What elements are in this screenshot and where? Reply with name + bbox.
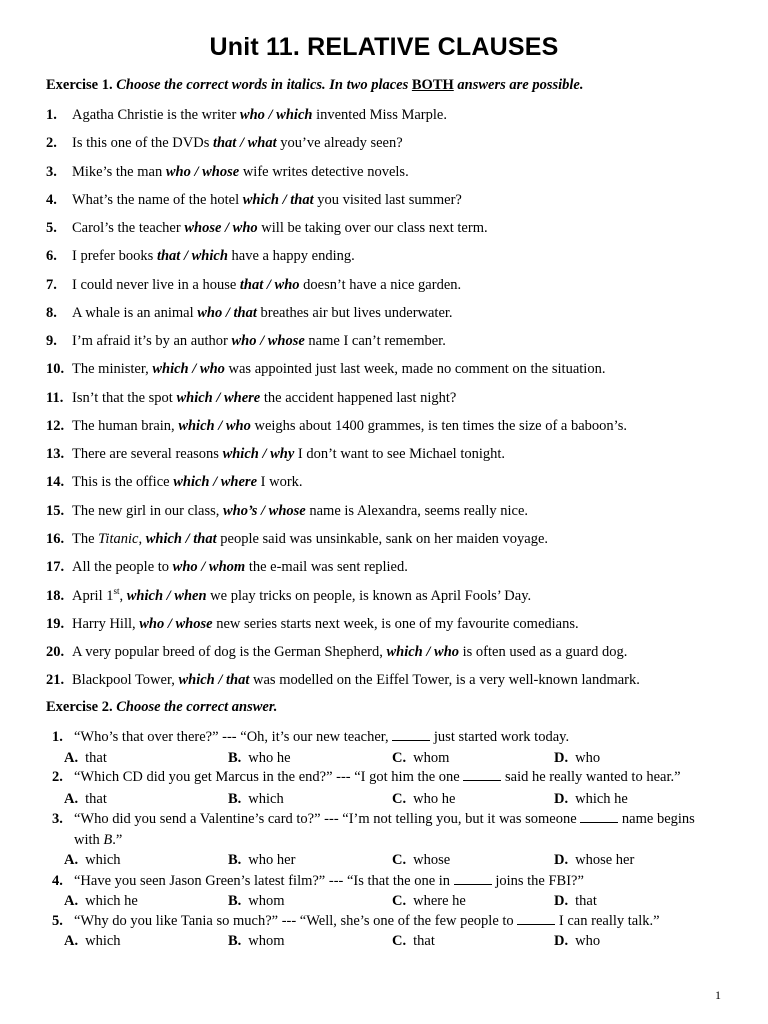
item-sentence (72, 557, 408, 577)
choice-letter: C. (392, 893, 407, 909)
sentence-text: Mike’s the man (72, 163, 166, 180)
answer-blank (463, 768, 501, 781)
sentence-text: I can really talk.” (555, 913, 660, 929)
answer-blank (392, 728, 430, 741)
answer-choice (554, 931, 600, 951)
item-number: 9. (46, 333, 57, 350)
item-number: 1. (46, 107, 57, 123)
answer-options: which / who (178, 417, 251, 434)
choice-letter: B. (228, 750, 242, 766)
answer-options: which / where (176, 389, 261, 406)
sentence-text: I prefer books (72, 248, 157, 265)
sentence-text: name I can’t remember. (304, 333, 446, 350)
item-number: 2. (46, 135, 57, 152)
answer-options: which / when (126, 587, 207, 604)
exercise-item (46, 501, 726, 529)
answer-options: who / whose (165, 163, 240, 180)
exercise-2-instruction: Choose the correct answer. (116, 699, 278, 715)
answer-options: who / whom (172, 559, 246, 576)
sentence-text: said he really wanted to hear.” (501, 769, 681, 785)
item-sentence (72, 303, 453, 323)
sentence-text: the accident happened last night? (260, 389, 457, 406)
italic-text: Titanic (98, 530, 139, 547)
choice-letter: D. (554, 750, 569, 766)
item-number: 5. (46, 220, 57, 237)
choice-letter: A. (64, 852, 79, 868)
question-text (74, 727, 709, 748)
choice-letter: D. (554, 893, 569, 909)
item-number: 14. (46, 474, 65, 491)
sentence-text: joins the FBI?” (491, 873, 584, 889)
choice-text: which (85, 933, 121, 949)
answer-options: that / what (212, 135, 277, 152)
answer-options: that / who (239, 276, 300, 293)
answer-options: that / which (156, 248, 228, 265)
exercise-item (46, 359, 726, 387)
choice-letter: B. (228, 933, 242, 949)
question-number: 1. (52, 729, 63, 745)
sentence-text: name is Alexandra, seems really nice. (305, 502, 529, 519)
sentence-text: have a happy ending. (227, 248, 355, 265)
sentence-text: doesn’t have a nice garden. (299, 276, 462, 293)
item-number: 19. (46, 615, 65, 632)
sentence-text: A very popular breed of dog is the German Shepherd, (72, 644, 387, 661)
choice-letter: A. (64, 893, 79, 909)
answer-choice (64, 931, 121, 951)
question-number: 4. (52, 873, 63, 889)
item-number: 7. (46, 276, 57, 293)
ordinal-suffix: st (113, 585, 120, 596)
item-sentence (72, 614, 579, 634)
sentence-text: The (72, 530, 99, 547)
answer-options: whose / who (184, 220, 258, 237)
item-number: 13. (46, 446, 65, 463)
page-title: Unit 11. RELATIVE CLAUSES (209, 33, 559, 61)
item-sentence (72, 642, 627, 662)
item-sentence (72, 359, 605, 379)
question-text (74, 871, 709, 892)
answer-choice (64, 748, 107, 768)
choice-text: which he (85, 893, 138, 909)
answer-choice (64, 789, 107, 809)
sentence-text: will be taking over our class next term. (257, 220, 488, 237)
choice-letter: D. (554, 852, 569, 868)
sentence-text: The new girl in our class, (72, 502, 224, 519)
answer-choice (554, 748, 600, 768)
answer-choice (64, 891, 138, 911)
sentence-text: was modelled on the Eiffel Tower, is a very well-known landmark. (249, 672, 640, 689)
choice-text: that (85, 750, 107, 766)
item-sentence (72, 416, 627, 436)
choice-text: who (575, 933, 601, 949)
choice-letter: C. (392, 750, 407, 766)
sentence-text: .” (112, 831, 123, 848)
item-number: 15. (46, 502, 65, 519)
sentence-text: just started work today. (430, 729, 570, 745)
answer-choice (554, 850, 634, 870)
sentence-text: new series starts next week, is one of my favourite comedians. (212, 615, 579, 632)
italic-text: B (103, 831, 113, 848)
choice-text: whom (248, 933, 285, 949)
exercise-item (46, 557, 726, 585)
sentence-text: Agatha Christie is the writer (72, 107, 240, 123)
exercise-item (46, 642, 726, 670)
item-number: 11. (46, 389, 64, 406)
answer-choice (228, 931, 285, 951)
sentence-text: I’m afraid it’s by an author (72, 333, 232, 350)
choice-letter: D. (554, 933, 569, 949)
choice-letter: B. (228, 852, 242, 868)
answer-options: which / that (178, 672, 250, 689)
sentence-text: “Have you seen Jason Green’s latest film?” --- “Is that the one in (74, 873, 454, 889)
sentence-text: All the people to (72, 559, 173, 576)
answer-options: who / whose (139, 615, 213, 632)
choice-text: which (248, 791, 284, 807)
sentence-text: “Who did you send a Valentine’s card to?” --- “I’m not telling you, but it was someone (74, 811, 581, 827)
item-number: 12. (46, 417, 65, 434)
item-number: 10. (46, 361, 65, 378)
answer-options: who / that (197, 304, 257, 321)
item-number: 17. (46, 559, 65, 576)
sentence-text: “Who’s that over there?” --- “Oh, it’s our new teacher, (74, 729, 393, 745)
sentence-text: , (119, 587, 127, 604)
sentence-text: The minister, (72, 361, 153, 378)
exercise-item (46, 670, 726, 698)
sentence-text: name begins with (74, 811, 695, 848)
item-sentence (72, 529, 548, 549)
exercise-item (46, 190, 726, 218)
answer-choices (64, 789, 704, 809)
sentence-text: “Why do you like Tania so much?” --- “Well, she’s one of the few people to (74, 913, 518, 929)
choice-text: which he (575, 791, 628, 807)
exercise-2-label: Exercise 2. (46, 699, 113, 715)
answer-options: who / which (239, 107, 313, 123)
answer-choice (392, 850, 450, 870)
exercise-1-heading (46, 77, 584, 94)
question-text (74, 767, 709, 788)
sentence-text: I don’t want to see Michael tonight. (294, 446, 506, 463)
answer-choices (64, 891, 704, 911)
choice-letter: B. (228, 791, 242, 807)
item-sentence (72, 586, 531, 606)
choice-letter: B. (228, 893, 242, 909)
exercise-item (46, 529, 726, 557)
choice-text: that (413, 933, 435, 949)
answer-choice (228, 789, 284, 809)
sentence-text: The human brain, (72, 417, 179, 434)
answer-choice (392, 891, 466, 911)
item-number: 20. (46, 644, 65, 661)
answer-choice (392, 748, 449, 768)
answer-options: which / that (242, 191, 314, 208)
exercise-item (46, 444, 726, 472)
item-sentence (72, 162, 409, 182)
exercise-item (46, 275, 726, 303)
item-number: 6. (46, 248, 57, 265)
sentence-text: Harry Hill, (72, 615, 140, 632)
answer-choice (228, 850, 295, 870)
item-sentence (72, 670, 640, 690)
exercise-item (46, 105, 726, 133)
answer-choice (64, 850, 121, 870)
choice-text: whose her (575, 852, 635, 868)
answer-choice (554, 891, 597, 911)
item-number: 4. (46, 191, 57, 208)
item-number: 21. (46, 672, 65, 689)
choice-text: that (85, 791, 107, 807)
choice-letter: A. (64, 933, 79, 949)
item-sentence (72, 133, 403, 153)
exercise-1-label: Exercise 1. (46, 77, 113, 93)
choice-text: who he (248, 750, 291, 766)
answer-options: which / who (386, 644, 460, 661)
choice-text: that (575, 893, 597, 909)
exercise-item (46, 303, 726, 331)
answer-choices (64, 748, 704, 768)
exercise-2-heading (46, 699, 277, 716)
choice-text: who he (413, 791, 456, 807)
answer-blank (517, 912, 555, 925)
sentence-text: “Which CD did you get Marcus in the end?” --- “I got him the one (74, 769, 464, 785)
item-sentence (72, 105, 447, 125)
sentence-text: There are several reasons (72, 446, 223, 463)
exercise-item (46, 472, 726, 500)
exercise-item (46, 133, 726, 161)
item-number: 8. (46, 304, 57, 321)
item-number: 3. (46, 163, 57, 180)
answer-blank (454, 872, 492, 885)
sentence-text: was appointed just last week, made no comment on the situation. (224, 361, 606, 378)
page-number: 1 (715, 988, 721, 1002)
choice-letter: A. (64, 791, 79, 807)
answer-choice (228, 748, 291, 768)
sentence-text: breathes air but lives underwater. (256, 304, 453, 321)
sentence-text: , (138, 530, 146, 547)
sentence-text: weighs about 1400 grammes, is ten times the size of a baboon’s. (250, 417, 627, 434)
question-text (74, 809, 709, 850)
answer-options: who / whose (231, 333, 305, 350)
exercise-item (46, 388, 726, 416)
choice-text: where he (413, 893, 466, 909)
sentence-text: April 1 (72, 587, 114, 604)
sentence-text: you visited last summer? (313, 191, 462, 208)
choice-text: which (85, 852, 121, 868)
item-sentence (72, 501, 528, 521)
item-sentence (72, 388, 456, 408)
question-number: 2. (52, 769, 63, 785)
choice-text: who (575, 750, 601, 766)
sentence-text: you’ve already seen? (276, 135, 403, 152)
question-text (74, 911, 709, 932)
answer-blank (580, 810, 618, 823)
exercise-item (46, 246, 726, 274)
choice-text: who her (248, 852, 296, 868)
exercise-item (46, 614, 726, 642)
sentence-text: A whale is an animal (72, 304, 198, 321)
choice-letter: D. (554, 791, 569, 807)
sentence-text: Blackpool Tower, (72, 672, 179, 689)
sentence-text: invented Miss Marple. (312, 107, 447, 123)
sentence-text: people said was unsinkable, sank on her maiden voyage. (216, 530, 549, 547)
answer-choices (64, 850, 704, 870)
exercise-item (46, 218, 726, 246)
exercise-item (46, 331, 726, 359)
item-sentence (72, 275, 461, 295)
sentence-text: wife writes detective novels. (239, 163, 409, 180)
sentence-text: we play tricks on people, is known as April Fools’ Day. (206, 587, 532, 604)
item-sentence (72, 190, 462, 210)
item-sentence (72, 444, 505, 464)
answer-choice (392, 931, 435, 951)
exercise-1-instruction: Choose the correct words in italics. In two places BOTH answers are possible. (116, 77, 584, 93)
sentence-text: Isn’t that the spot (72, 389, 177, 406)
sentence-text: I work. (257, 474, 303, 491)
question-number: 5. (52, 913, 63, 929)
sentence-text: I could never live in a house (72, 276, 240, 293)
sentence-text: the e-mail was sent replied. (245, 559, 408, 576)
sentence-text: Is this one of the DVDs (72, 135, 213, 152)
sentence-text: is often used as a guard dog. (459, 644, 628, 661)
exercise-1-list (46, 105, 726, 699)
answer-choice (554, 789, 628, 809)
item-number: 18. (46, 587, 65, 604)
answer-choice (228, 891, 285, 911)
answer-choice (392, 789, 455, 809)
choice-letter: C. (392, 933, 407, 949)
choice-letter: A. (64, 750, 79, 766)
sentence-text: Carol’s the teacher (72, 220, 185, 237)
choice-text: whose (413, 852, 451, 868)
choice-letter: C. (392, 852, 407, 868)
answer-options: who’s / whose (223, 502, 306, 519)
sentence-text: This is the office (72, 474, 174, 491)
item-number: 16. (46, 530, 65, 547)
exercise-item (46, 162, 726, 190)
answer-options: which / why (222, 446, 295, 463)
answer-choices (64, 931, 704, 951)
exercise-item (46, 416, 726, 444)
answer-options: which / where (173, 474, 258, 491)
item-sentence (72, 472, 303, 492)
item-sentence (72, 218, 488, 238)
choice-letter: C. (392, 791, 407, 807)
choice-text: whom (248, 893, 285, 909)
sentence-text: What’s the name of the hotel (72, 191, 243, 208)
item-sentence (72, 246, 355, 266)
item-sentence (72, 331, 446, 351)
answer-options: which / that (145, 530, 217, 547)
answer-options: which / who (152, 361, 225, 378)
choice-text: whom (413, 750, 450, 766)
question-number: 3. (52, 811, 63, 827)
exercise-item (46, 586, 726, 614)
